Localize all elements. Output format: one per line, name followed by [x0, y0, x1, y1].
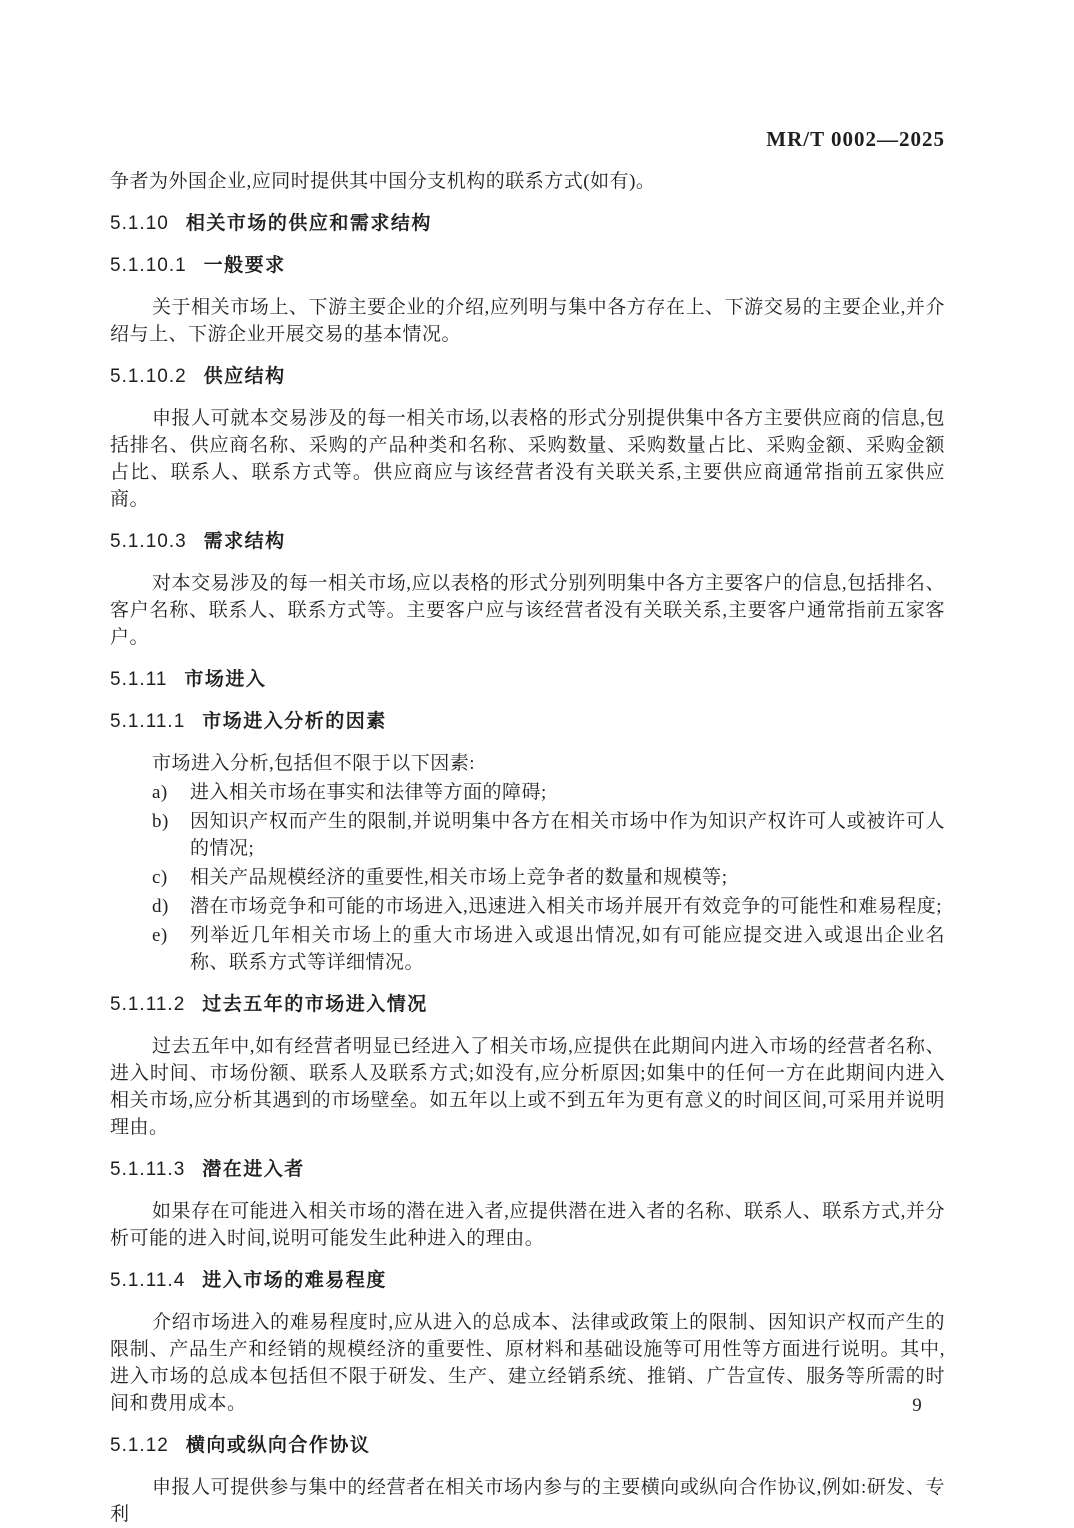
list-intro-paragraph: 市场进入分析,包括但不限于以下因素: — [152, 753, 476, 774]
heading-title: 横向或纵向合作协议 — [185, 1435, 371, 1456]
list-item-text: 因知识产权而产生的限制,并说明集中各方在相关市场中作为知识产权许可人或被许可人的情况; — [190, 811, 945, 859]
heading-5-1-11 — [110, 666, 945, 693]
paragraph: 过去五年中,如有经营者明显已经进入了相关市场,应提供在此期间内进入市场的经营者名称、进入时间、市场份额、联系人及联系方式;如没有,应分析原因;如集中的任何一方在此期间内进入相关市场,应分析其遇到的市场壁垒。如五年以上或不到五年为更有意义的时间区间,可采用并说明理由。 — [110, 1036, 945, 1138]
paragraph: 申报人可就本交易涉及的每一相关市场,以表格的形式分别提供集中各方主要供应商的信息,包括排名、供应商名称、采购的产品种类和名称、采购数量、采购数量占比、采购金额、采购金额占比、联系人、联系方式等。供应商应与该经营者没有关联关系,主要供应商通常指前五家供应商。 — [110, 408, 945, 510]
paragraph: 对本交易涉及的每一相关市场,应以表格的形式分别列明集中各方主要客户的信息,包括排名、客户名称、联系人、联系方式等。主要客户应与该经营者没有关联关系,主要客户通常指前五家客户。 — [110, 573, 945, 648]
heading-title: 一般要求 — [203, 255, 286, 276]
page-number: 9 — [912, 1395, 922, 1416]
heading-5-1-11-2 — [110, 991, 945, 1018]
heading-number: 5.1.10.2 — [110, 366, 187, 387]
paragraph-continuation: 争者为外国企业,应同时提供其中国分支机构的联系方式(如有)。 — [110, 171, 656, 192]
list-marker: c) — [152, 867, 168, 888]
heading-5-1-10-2 — [110, 363, 945, 390]
heading-title: 供应结构 — [203, 366, 286, 387]
list-marker: d) — [152, 896, 169, 917]
heading-number: 5.1.11.1 — [110, 711, 186, 732]
heading-5-1-12 — [110, 1432, 945, 1459]
heading-number: 5.1.10.3 — [110, 531, 187, 552]
heading-5-1-10-1 — [110, 252, 945, 279]
heading-number: 5.1.10 — [110, 213, 169, 234]
heading-title: 市场进入 — [184, 669, 267, 690]
paragraph: 如果存在可能进入相关市场的潜在进入者,应提供潜在进入者的名称、联系人、联系方式,并分析可能的进入时间,说明可能发生此种进入的理由。 — [110, 1201, 945, 1249]
heading-title: 过去五年的市场进入情况 — [202, 994, 428, 1015]
heading-5-1-11-1 — [110, 708, 945, 735]
paragraph: 申报人可提供参与集中的经营者在相关市场内参与的主要横向或纵向合作协议,例如:研发、专利 — [110, 1477, 945, 1525]
heading-title: 进入市场的难易程度 — [202, 1270, 387, 1291]
paragraph: 介绍市场进入的难易程度时,应从进入的总成本、法律或政策上的限制、因知识产权而产生的限制、产品生产和经销的规模经济的重要性、原材料和基础设施等可用性等方面进行说明。其中,进入市场的总成本包括但不限于研发、生产、建立经销系统、推销、广告宣传、服务等所需的时间和费用成本。 — [110, 1312, 945, 1414]
list-item-text: 相关产品规模经济的重要性,相关市场上竞争者的数量和规模等; — [190, 867, 728, 888]
list-item-b — [110, 808, 945, 862]
list-marker: a) — [152, 782, 168, 803]
heading-number: 5.1.11 — [110, 669, 168, 690]
heading-5-1-11-3 — [110, 1156, 945, 1183]
page-header — [110, 126, 945, 153]
list-marker: e) — [152, 925, 168, 946]
heading-number: 5.1.11.3 — [110, 1159, 186, 1180]
list-item-c — [110, 864, 945, 891]
heading-5-1-11-4 — [110, 1267, 945, 1294]
heading-title: 潜在进入者 — [202, 1159, 305, 1180]
heading-number: 5.1.12 — [110, 1435, 169, 1456]
list-marker: b) — [152, 811, 169, 832]
heading-title: 需求结构 — [203, 531, 286, 552]
list-item-d — [110, 893, 945, 920]
heading-5-1-10-3 — [110, 528, 945, 555]
paragraph: 关于相关市场上、下游主要企业的介绍,应列明与集中各方存在上、下游交易的主要企业,并介绍与上、下游企业开展交易的基本情况。 — [110, 297, 945, 345]
list-item-text: 进入相关市场在事实和法律等方面的障碍; — [190, 782, 547, 803]
list-item-e — [110, 922, 945, 976]
document-page — [110, 126, 945, 1528]
list-item-text: 潜在市场竞争和可能的市场进入,迅速进入相关市场并展开有效竞争的可能性和难易程度; — [190, 896, 943, 917]
heading-number: 5.1.10.1 — [110, 255, 187, 276]
heading-5-1-10 — [110, 210, 945, 237]
list-item-a — [110, 779, 945, 806]
standard-number: MR/T 0002—2025 — [766, 127, 945, 151]
list-item-text: 列举近几年相关市场上的重大市场进入或退出情况,如有可能应提交进入或退出企业名称、联系方式等详细情况。 — [190, 925, 945, 973]
heading-number: 5.1.11.2 — [110, 994, 186, 1015]
heading-title: 市场进入分析的因素 — [202, 711, 387, 732]
heading-number: 5.1.11.4 — [110, 1270, 186, 1291]
heading-title: 相关市场的供应和需求结构 — [185, 213, 432, 234]
